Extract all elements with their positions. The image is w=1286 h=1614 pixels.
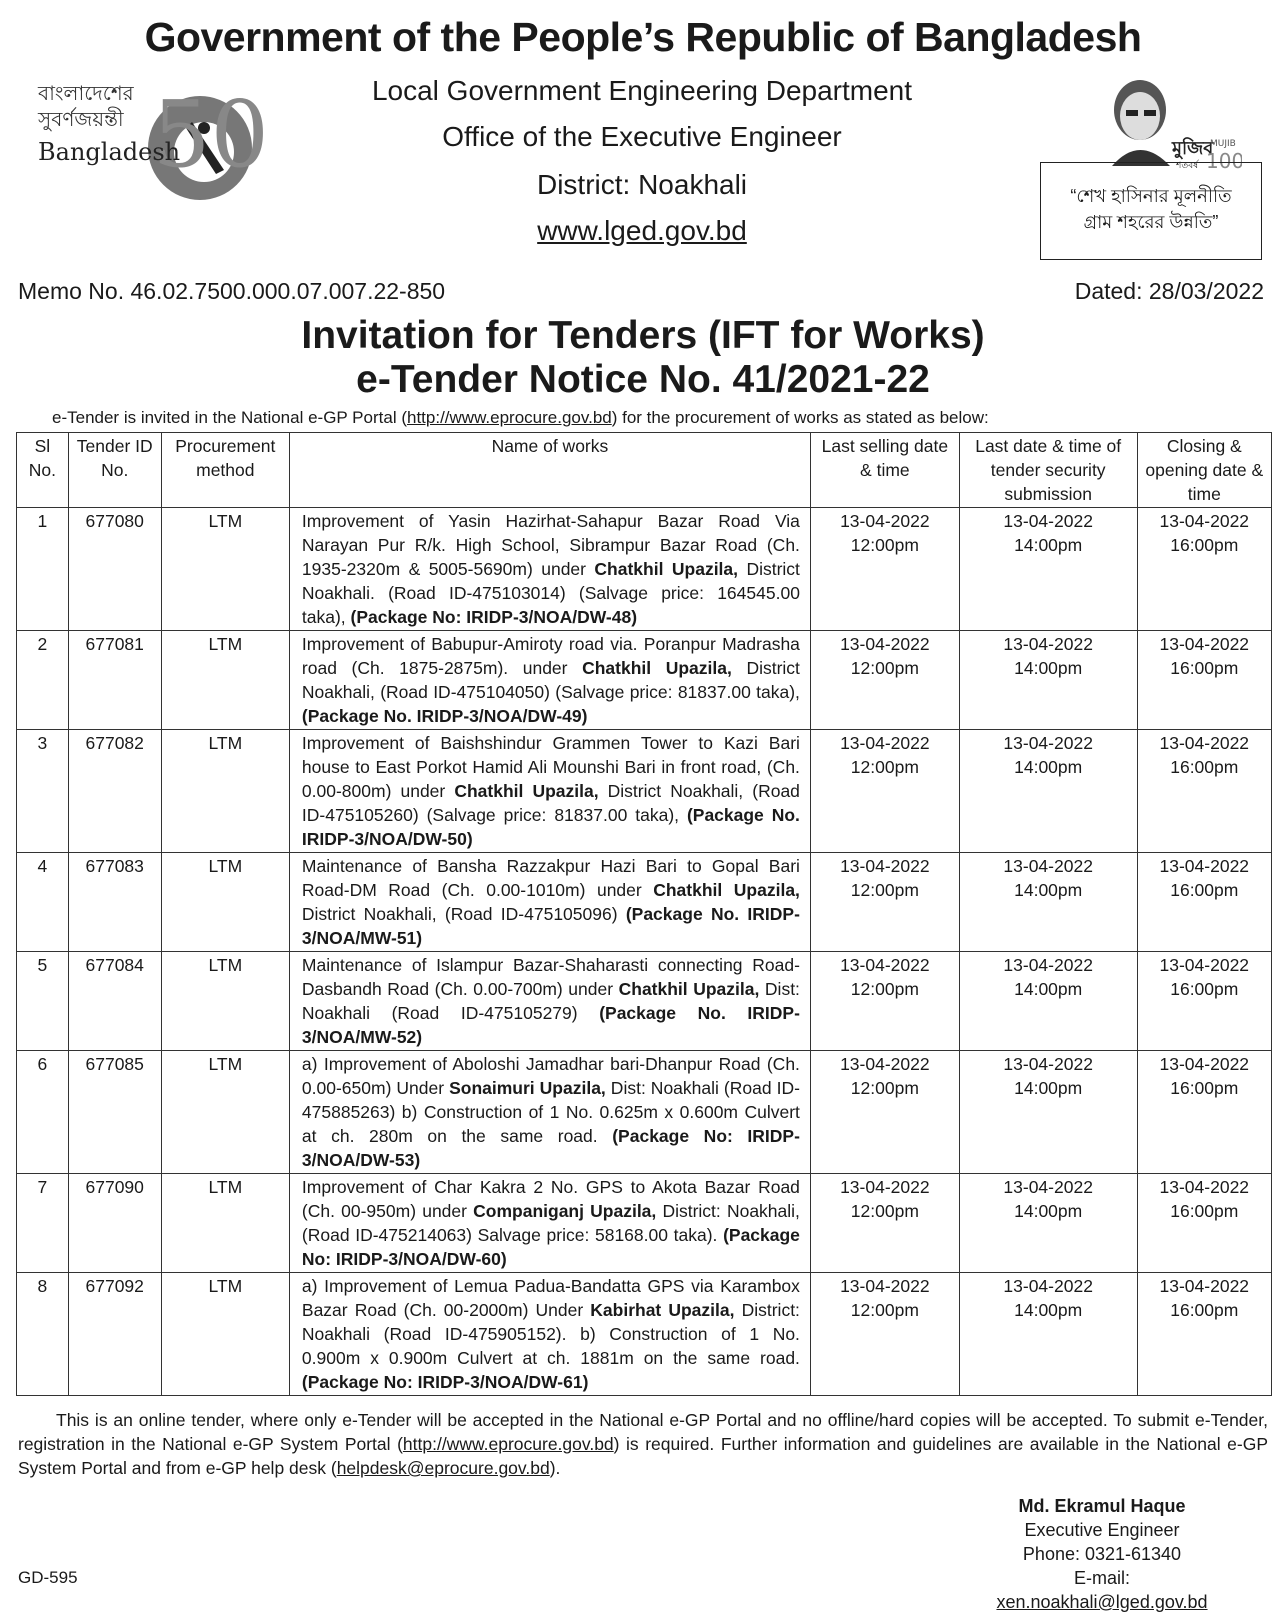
cell-sl: 1 <box>17 508 69 631</box>
closing-time: 16:00pm <box>1170 535 1239 555</box>
selling-date: 13-04-2022 <box>840 511 930 531</box>
intro-before: e-Tender is invited in the National e-GP Portal ( <box>52 408 407 427</box>
tender-notice-page <box>12 12 1274 1612</box>
cell-tender-id: 677080 <box>68 508 161 631</box>
cell-last-selling <box>810 730 959 853</box>
email-label: E-mail: <box>1073 1568 1130 1588</box>
closing-time: 16:00pm <box>1170 880 1239 900</box>
works-text-2: Dist: Noakhali (Road ID-475885263) b) Construction of 1 No. 0.625m x 0.600m Culvert at ch. 280m on the same road. <box>301 1078 800 1146</box>
cell-tender-id: 677092 <box>68 1273 161 1396</box>
dated: Dated: 28/03/2022 <box>1074 278 1264 304</box>
closing-date: 13-04-2022 <box>1159 733 1250 753</box>
ift-title: Invitation for Tenders (IFT for Works) <box>301 314 985 357</box>
closing-date: 13-04-2022 <box>1159 1054 1250 1074</box>
cell-method: LTM <box>161 631 289 730</box>
works-text-1: Improvement of Baishshindur Grammen Tower to Kazi Bari house to East Porkot Hamid Ali Mounshi Bari in front road, (Ch. 0.00-800m) under <box>301 733 800 801</box>
selling-date: 13-04-2022 <box>840 955 930 975</box>
works-text-1: Maintenance of Islampur Bazar-Shaharasti connecting Road-Dasbandh Road (Ch. 0.00-700m) under <box>301 955 800 999</box>
security-time: 14:00pm <box>1014 535 1083 555</box>
cell-closing <box>1137 508 1271 631</box>
office-name: Office of the Executive Engineer <box>442 121 842 152</box>
footer-text <box>18 1408 1268 1480</box>
mujib-portrait-icon <box>1092 74 1242 174</box>
government-title: Government of the People’s Republic of Bangladesh <box>144 14 1142 60</box>
works-package: (Package No: IRIDP-3/NOA/DW-61) <box>301 1372 589 1392</box>
motto-line-1: “শেখ হাসিনার মূলনীতি <box>1070 186 1232 206</box>
cell-closing <box>1137 1051 1271 1174</box>
col-security: Last date & time of tender security submission <box>959 433 1137 508</box>
cell-sl: 2 <box>17 631 69 730</box>
works-text-2: District: Noakhali (Road ID-475905152). b) Construction of 1 No. 0.900m x 0.900m Culvert at ch. 1881m on the same road. <box>301 1300 800 1368</box>
col-closing: Closing & opening date & time <box>1137 433 1271 508</box>
selling-date: 13-04-2022 <box>840 1054 930 1074</box>
cell-tender-id: 677082 <box>68 730 161 853</box>
works-upazila: Chatkhil Upazila, <box>653 880 800 900</box>
cell-security <box>959 730 1137 853</box>
works-package: (Package No. IRIDP-3/NOA/DW-50) <box>301 805 800 849</box>
cell-last-selling <box>810 1174 959 1273</box>
cell-tender-id: 677084 <box>68 952 161 1051</box>
signatory-email-line <box>972 1566 1232 1614</box>
signature-block <box>972 1494 1232 1614</box>
cell-closing <box>1137 631 1271 730</box>
motto-box <box>1040 162 1262 260</box>
cell-closing <box>1137 1273 1271 1396</box>
tender-table <box>16 432 1272 1396</box>
cell-last-selling <box>810 1273 959 1396</box>
cell-method: LTM <box>161 1051 289 1174</box>
cell-last-selling <box>810 952 959 1051</box>
works-text-1: Improvement of Char Kakra 2 No. GPS to Akota Bazar Road (Ch. 00-950m) under <box>301 1177 800 1221</box>
helpdesk-email-link[interactable]: helpdesk@eprocure.gov.bd <box>336 1458 550 1478</box>
cell-works <box>289 1273 810 1396</box>
cell-method: LTM <box>161 730 289 853</box>
works-text-2: District Noakhali. (Road ID-475103014) (Salvage price: 164545.00 taka), <box>301 559 800 627</box>
closing-time: 16:00pm <box>1170 979 1239 999</box>
closing-date: 13-04-2022 <box>1159 955 1250 975</box>
bangla-line-1: বাংলাদেশের <box>38 81 134 105</box>
security-date: 13-04-2022 <box>1003 634 1093 654</box>
table-body <box>17 508 1272 1396</box>
closing-time: 16:00pm <box>1170 757 1239 777</box>
motto-line-2: গ্রাম শহরের উন্নতি” <box>1083 212 1219 232</box>
security-time: 14:00pm <box>1014 1300 1083 1320</box>
selling-time: 12:00pm <box>850 1078 919 1098</box>
security-date: 13-04-2022 <box>1003 1276 1093 1296</box>
mujib-100-logo <box>1092 74 1242 174</box>
cell-security <box>959 1051 1137 1174</box>
cell-method: LTM <box>161 1174 289 1273</box>
signatory-email-link[interactable]: xen.noakhali@lged.gov.bd <box>996 1592 1208 1612</box>
security-date: 13-04-2022 <box>1003 1177 1093 1197</box>
cell-works <box>289 730 810 853</box>
cell-tender-id: 677081 <box>68 631 161 730</box>
bangla-line-2: সুবর্ণজয়ন্তী <box>38 107 124 131</box>
works-package: (Package No. IRIDP-3/NOA/DW-49) <box>301 706 588 726</box>
closing-time: 16:00pm <box>1170 1078 1239 1098</box>
closing-time: 16:00pm <box>1170 1300 1239 1320</box>
cell-works <box>289 631 810 730</box>
cell-security <box>959 853 1137 952</box>
selling-date: 13-04-2022 <box>840 1177 930 1197</box>
works-package: (Package No. IRIDP-3/NOA/MW-52) <box>301 1003 800 1047</box>
eprocure-link[interactable]: http://www.eprocure.gov.bd <box>406 408 612 427</box>
security-date: 13-04-2022 <box>1003 511 1093 531</box>
col-method: Procurement method <box>161 433 289 508</box>
selling-date: 13-04-2022 <box>840 1276 930 1296</box>
website-link[interactable]: www.lged.gov.bd <box>537 215 747 246</box>
works-package: (Package No: IRIDP-3/NOA/DW-60) <box>301 1225 800 1269</box>
selling-time: 12:00pm <box>850 535 919 555</box>
department-name: Local Government Engineering Department <box>371 75 913 106</box>
cell-closing <box>1137 952 1271 1051</box>
security-date: 13-04-2022 <box>1003 1054 1093 1074</box>
cell-method: LTM <box>161 508 289 631</box>
table-header-row <box>17 433 1272 508</box>
cell-sl: 6 <box>17 1051 69 1174</box>
footer-eprocure-link[interactable]: http://www.eprocure.gov.bd <box>402 1434 614 1454</box>
works-text-1: Improvement of Yasin Hazirhat-Sahapur Bazar Road Via Narayan Pur R/k. High School, Sibrampur Bazar Road (Ch. 1935-2320m & 5005-5690m) under <box>301 511 800 579</box>
works-text-2: District Noakhali, (Road ID-475105260) (Salvage price: 81837.00 taka), <box>301 781 800 825</box>
cell-method: LTM <box>161 853 289 952</box>
cell-works <box>289 1174 810 1273</box>
cell-security <box>959 1273 1137 1396</box>
selling-date: 13-04-2022 <box>840 856 930 876</box>
works-text-2: District: Noakhali, (Road ID-475214063) Salvage price: 58168.00 taka). <box>301 1201 800 1245</box>
table-row <box>17 952 1272 1051</box>
table-row <box>17 631 1272 730</box>
cell-closing <box>1137 730 1271 853</box>
cell-tender-id: 677083 <box>68 853 161 952</box>
works-upazila: Chatkhil Upazila, <box>618 979 760 999</box>
footer-p3: ). <box>549 1458 561 1478</box>
table-row <box>17 853 1272 952</box>
cell-closing <box>1137 1174 1271 1273</box>
security-time: 14:00pm <box>1014 757 1083 777</box>
cell-works <box>289 853 810 952</box>
cell-sl: 4 <box>17 853 69 952</box>
cell-last-selling <box>810 1051 959 1174</box>
security-time: 14:00pm <box>1014 979 1083 999</box>
closing-time: 16:00pm <box>1170 658 1239 678</box>
col-last-selling: Last selling date & time <box>810 433 959 508</box>
bangladesh-50-logo <box>24 70 264 210</box>
closing-time: 16:00pm <box>1170 1201 1239 1221</box>
security-time: 14:00pm <box>1014 1201 1083 1221</box>
table-row <box>17 730 1272 853</box>
col-works: Name of works <box>289 433 810 508</box>
works-text-1: a) Improvement of Aboloshi Jamadhar bari-Dhanpur Road (Ch. 0.00-650m) Under <box>301 1054 800 1098</box>
security-date: 13-04-2022 <box>1003 856 1093 876</box>
works-upazila: Kabirhat Upazila, <box>590 1300 735 1320</box>
cell-security <box>959 1174 1137 1273</box>
selling-time: 12:00pm <box>850 658 919 678</box>
selling-date: 13-04-2022 <box>840 634 930 654</box>
works-upazila: Chatkhil Upazila, <box>582 658 732 678</box>
selling-date: 13-04-2022 <box>840 733 930 753</box>
fifty-number: 50 <box>152 81 264 188</box>
intro-after: ) for the procurement of works as stated as below: <box>611 408 989 427</box>
selling-time: 12:00pm <box>850 1300 919 1320</box>
footer-p2: ) is required. Further information and guidelines are available in the National e-GP System Portal and from e-GP help desk ( <box>18 1434 1268 1478</box>
col-tender-id: Tender ID No. <box>68 433 161 508</box>
signatory-designation: Executive Engineer <box>1024 1520 1180 1540</box>
intro-text <box>52 408 989 428</box>
col-sl: Sl No. <box>17 433 69 508</box>
closing-date: 13-04-2022 <box>1159 1177 1250 1197</box>
table-row <box>17 1051 1272 1174</box>
table-row <box>17 1273 1272 1396</box>
cell-tender-id: 677085 <box>68 1051 161 1174</box>
works-package: (Package No. IRIDP-3/NOA/MW-51) <box>301 904 800 948</box>
security-time: 14:00pm <box>1014 880 1083 900</box>
closing-date: 13-04-2022 <box>1159 511 1250 531</box>
bangladesh-word: Bangladesh <box>38 138 181 166</box>
works-upazila: Chatkhil Upazila, <box>594 559 739 579</box>
cell-method: LTM <box>161 1273 289 1396</box>
cell-method: LTM <box>161 952 289 1051</box>
security-time: 14:00pm <box>1014 658 1083 678</box>
cell-last-selling <box>810 508 959 631</box>
signatory-phone: Phone: 0321-61340 <box>1022 1544 1182 1564</box>
tender-notice-number: e-Tender Notice No. 41/2021-22 <box>356 358 930 401</box>
cell-sl: 8 <box>17 1273 69 1396</box>
works-upazila: Sonaimuri Upazila, <box>449 1078 606 1098</box>
mujib-sub: শতবর্ষ <box>1176 161 1199 171</box>
memo-number: Memo No. 46.02.7500.000.07.007.22-850 <box>18 278 446 304</box>
works-upazila: Companiganj Upazila, <box>473 1201 657 1221</box>
bangladesh-50-emblem-icon <box>24 70 264 210</box>
cell-last-selling <box>810 631 959 730</box>
security-time: 14:00pm <box>1014 1078 1083 1098</box>
works-package: (Package No: IRIDP-3/NOA/DW-48) <box>350 607 638 627</box>
cell-tender-id: 677090 <box>68 1174 161 1273</box>
hundred-number: 100 <box>1206 149 1242 173</box>
works-upazila: Chatkhil Upazila, <box>454 781 599 801</box>
selling-time: 12:00pm <box>850 880 919 900</box>
signatory-name: Md. Ekramul Haque <box>1018 1496 1186 1516</box>
selling-time: 12:00pm <box>850 979 919 999</box>
security-date: 13-04-2022 <box>1003 733 1093 753</box>
works-text-2: District Noakhali, (Road ID-475104050) (Salvage price: 81837.00 taka), <box>301 658 800 702</box>
cell-last-selling <box>810 853 959 952</box>
footer-p1: This is an online tender, where only e-Tender will be accepted in the National e-GP Portal and no offline/hard copies will be accepted. To submit e-Tender, registration in the National e-GP System Portal ( <box>18 1410 1268 1454</box>
security-date: 13-04-2022 <box>1003 955 1093 975</box>
cell-sl: 7 <box>17 1174 69 1273</box>
closing-date: 13-04-2022 <box>1159 856 1250 876</box>
works-text-2: Dist: Noakhali (Road ID-475105279) <box>301 979 800 1023</box>
mujib-word: MUJIB <box>1210 139 1236 149</box>
cell-security <box>959 631 1137 730</box>
table-row <box>17 508 1272 631</box>
selling-time: 12:00pm <box>850 1201 919 1221</box>
cell-sl: 3 <box>17 730 69 853</box>
district-name: District: Noakhali <box>536 169 748 200</box>
closing-date: 13-04-2022 <box>1159 634 1250 654</box>
mujib-bangla: মুজিব <box>1172 138 1214 159</box>
cell-works <box>289 952 810 1051</box>
gd-number: GD-595 <box>18 1568 78 1587</box>
cell-works <box>289 1051 810 1174</box>
cell-closing <box>1137 853 1271 952</box>
works-text-1: Improvement of Babupur-Amiroty road via. Poranpur Madrasha road (Ch. 1875-2875m). under <box>301 634 800 678</box>
table-row <box>17 1174 1272 1273</box>
selling-time: 12:00pm <box>850 757 919 777</box>
works-text-1: a) Improvement of Lemua Padua-Bandatta GPS via Karambox Bazar Road (Ch. 00-2000m) Under <box>301 1276 800 1320</box>
works-text-2: District Noakhali, (Road ID-475105096) <box>301 904 626 924</box>
cell-works <box>289 508 810 631</box>
cell-sl: 5 <box>17 952 69 1051</box>
works-text-1: Maintenance of Bansha Razzakpur Hazi Bari to Gopal Bari Road-DM Road (Ch. 0.00-1010m) under <box>301 856 800 900</box>
closing-date: 13-04-2022 <box>1159 1276 1250 1296</box>
works-package: (Package No: IRIDP-3/NOA/DW-53) <box>301 1126 800 1170</box>
cell-security <box>959 952 1137 1051</box>
cell-security <box>959 508 1137 631</box>
